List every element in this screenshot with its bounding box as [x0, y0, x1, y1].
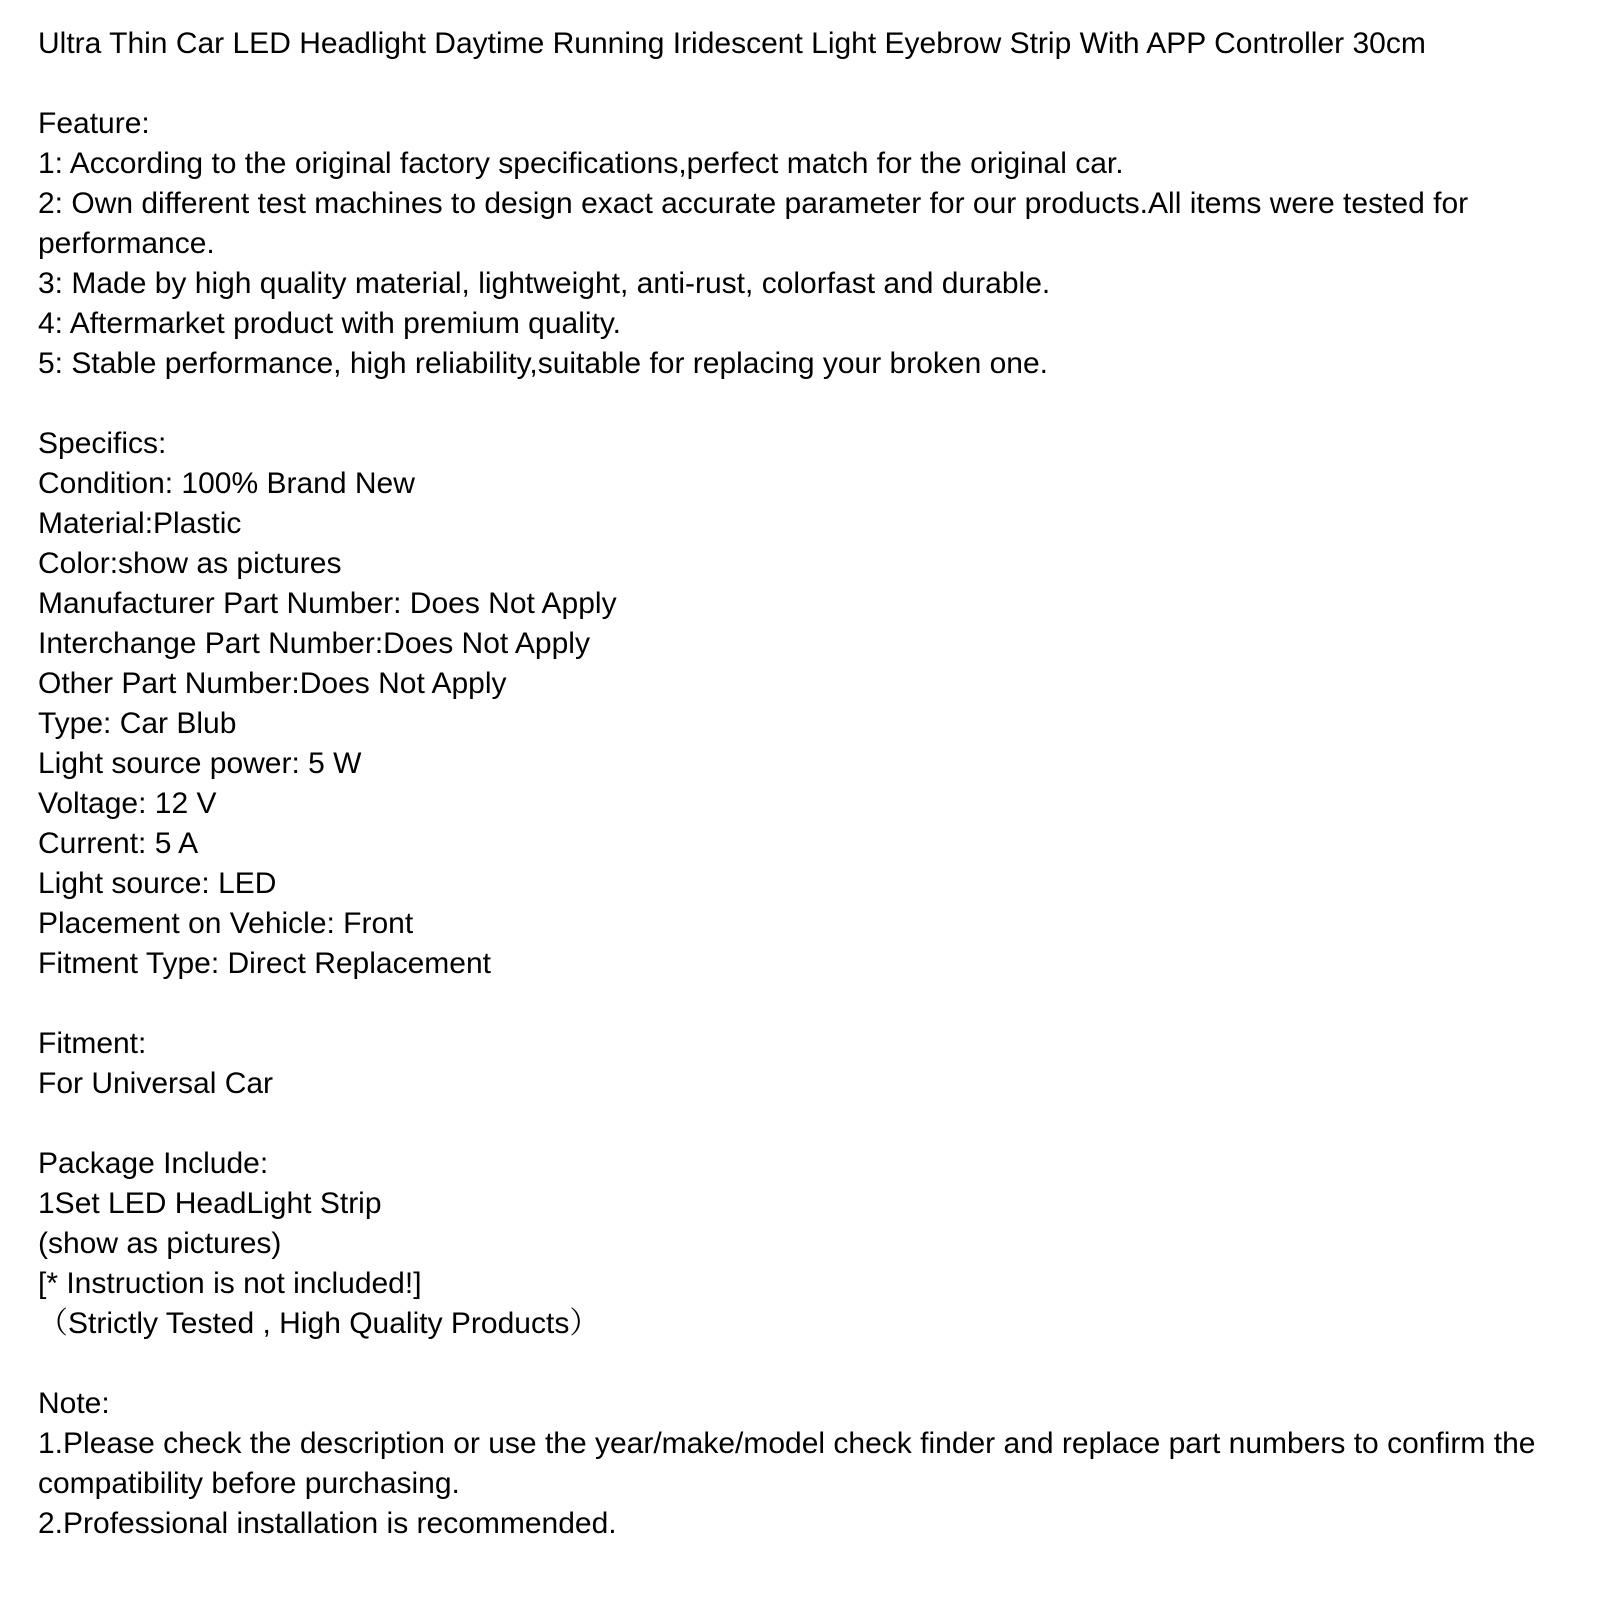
note-line: 1.Please check the description or use the year/make/model check finder and replace part numbers to confirm the	[38, 1427, 1536, 1460]
fitment-heading: Fitment:	[38, 1027, 147, 1060]
specifics-heading: Specifics:	[38, 427, 167, 460]
spec-color: Color:show as pictures	[38, 547, 342, 580]
note-section	[38, 1384, 1570, 1544]
fitment-section	[38, 1024, 1570, 1104]
package-line: 1Set LED HeadLight Strip	[38, 1187, 382, 1220]
spec-other-part-number: Other Part Number:Does Not Apply	[38, 667, 507, 700]
package-heading: Package Include:	[38, 1147, 269, 1180]
spec-manufacturer-part-number: Manufacturer Part Number: Does Not Apply	[38, 587, 617, 620]
spec-interchange-part-number: Interchange Part Number:Does Not Apply	[38, 627, 590, 660]
spec-type: Type: Car Blub	[38, 707, 237, 740]
feature-line: 2: Own different test machines to design exact accurate parameter for our products.All items were tested for	[38, 187, 1469, 220]
feature-line: 4: Aftermarket product with premium quality.	[38, 307, 622, 340]
spec-current: Current: 5 A	[38, 827, 199, 860]
package-line: (show as pictures)	[38, 1227, 282, 1260]
spec-fitment-type: Fitment Type: Direct Replacement	[38, 947, 491, 980]
feature-section	[38, 104, 1570, 384]
spec-voltage: Voltage: 12 V	[38, 787, 217, 820]
package-section	[38, 1144, 1570, 1344]
spec-condition: Condition: 100% Brand New	[38, 467, 415, 500]
feature-line: 1: According to the original factory specifications,perfect match for the original car.	[38, 147, 1124, 180]
feature-line: performance.	[38, 227, 215, 260]
note-line: 2.Professional installation is recommended.	[38, 1507, 617, 1540]
note-line: compatibility before purchasing.	[38, 1467, 460, 1500]
feature-line: 3: Made by high quality material, lightweight, anti-rust, colorfast and durable.	[38, 267, 1051, 300]
spec-placement: Placement on Vehicle: Front	[38, 907, 414, 940]
specifics-section	[38, 424, 1570, 984]
feature-line: 5: Stable performance, high reliability,suitable for replacing your broken one.	[38, 347, 1049, 380]
feature-heading: Feature:	[38, 107, 150, 140]
package-line: [* Instruction is not included!]	[38, 1267, 422, 1300]
product-title: Ultra Thin Car LED Headlight Daytime Running Iridescent Light Eyebrow Strip With APP Controller 30cm	[38, 27, 1426, 60]
spec-light-source-power: Light source power: 5 W	[38, 747, 362, 780]
fitment-line: For Universal Car	[38, 1067, 274, 1100]
note-heading: Note:	[38, 1387, 110, 1420]
spec-material: Material:Plastic	[38, 507, 242, 540]
package-line: （Strictly Tested , High Quality Products）	[38, 1307, 600, 1340]
spec-light-source: Light source: LED	[38, 867, 277, 900]
